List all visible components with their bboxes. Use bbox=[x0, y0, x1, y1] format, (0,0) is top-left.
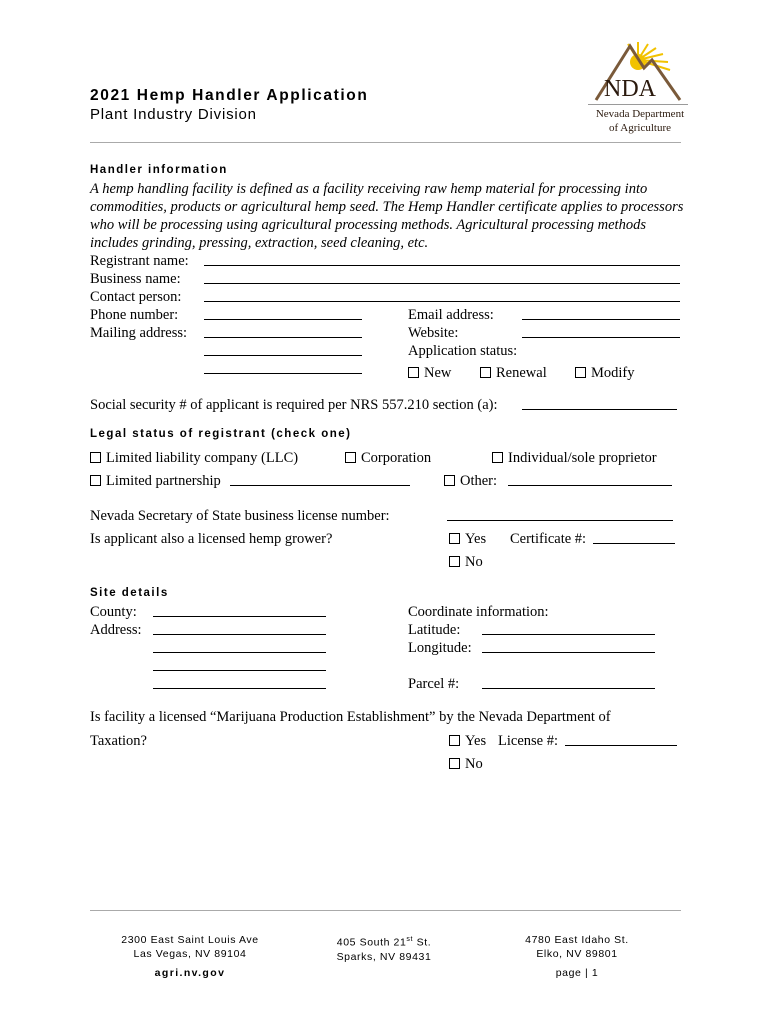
business-field[interactable] bbox=[204, 283, 680, 284]
parcel-field[interactable] bbox=[482, 688, 655, 689]
mpe-question-line1: Is facility a licensed “Marijuana Production Establishment” by the Nevada Department of bbox=[90, 709, 611, 725]
ssn-label: Social security # of applicant is required per NRS 557.210 section (a): bbox=[90, 397, 498, 413]
grower-question: Is applicant also a licensed hemp grower? bbox=[90, 531, 333, 547]
checkbox-icon[interactable] bbox=[90, 475, 101, 486]
footer-address-las-vegas: 2300 East Saint Louis Ave Las Vegas, NV 89104 bbox=[121, 934, 259, 960]
status-new-option[interactable]: New bbox=[408, 364, 451, 382]
checkbox-icon[interactable] bbox=[575, 367, 586, 378]
mailing-field-2[interactable] bbox=[204, 355, 362, 356]
checkbox-icon[interactable] bbox=[444, 475, 455, 486]
lp-option[interactable]: Limited partnership bbox=[90, 472, 221, 490]
mpe-question-line2: Taxation? bbox=[90, 733, 147, 749]
corporation-option[interactable]: Corporation bbox=[345, 449, 431, 467]
certificate-label: Certificate #: bbox=[510, 531, 587, 547]
checkbox-icon[interactable] bbox=[480, 367, 491, 378]
checkbox-icon[interactable] bbox=[408, 367, 419, 378]
status-label: Application status: bbox=[408, 343, 518, 359]
footer-divider bbox=[90, 910, 681, 911]
checkbox-icon[interactable] bbox=[449, 556, 460, 567]
ssn-field[interactable] bbox=[522, 409, 677, 410]
nda-logo bbox=[588, 38, 688, 148]
longitude-field[interactable] bbox=[482, 652, 655, 653]
website-field[interactable] bbox=[522, 337, 680, 338]
phone-field[interactable] bbox=[204, 319, 362, 320]
checkbox-icon[interactable] bbox=[492, 452, 503, 463]
logo-caption-2: of Agriculture bbox=[608, 122, 671, 134]
checkbox-icon[interactable] bbox=[345, 452, 356, 463]
status-modify-option[interactable]: Modify bbox=[575, 364, 635, 382]
mpe-no-option[interactable]: No bbox=[449, 755, 483, 773]
site-address-field-1[interactable] bbox=[153, 634, 326, 635]
status-renewal-option[interactable]: Renewal bbox=[480, 364, 547, 382]
email-label: Email address: bbox=[408, 307, 494, 323]
longitude-label: Longitude: bbox=[408, 640, 472, 656]
latitude-label: Latitude: bbox=[408, 622, 461, 638]
checkbox-icon[interactable] bbox=[90, 452, 101, 463]
address-label: Address: bbox=[90, 622, 142, 638]
checkbox-icon[interactable] bbox=[449, 758, 460, 769]
phone-label: Phone number: bbox=[90, 307, 179, 323]
lp-field[interactable] bbox=[230, 485, 410, 486]
individual-option[interactable]: Individual/sole proprietor bbox=[492, 449, 657, 467]
county-label: County: bbox=[90, 604, 137, 620]
mailing-field-1[interactable] bbox=[204, 337, 362, 338]
grower-yes-option[interactable]: Yes bbox=[449, 530, 486, 548]
header-divider bbox=[90, 142, 681, 143]
footer-website-link[interactable]: agri.nv.gov bbox=[154, 967, 226, 979]
page-title: 2021 Hemp Handler Application bbox=[90, 87, 369, 104]
sos-field[interactable] bbox=[447, 520, 673, 521]
site-address-field-2[interactable] bbox=[153, 652, 326, 653]
parcel-label: Parcel #: bbox=[408, 676, 460, 692]
other-field[interactable] bbox=[508, 485, 672, 486]
page-subtitle: Plant Industry Division bbox=[90, 106, 257, 123]
registrant-label: Registrant name: bbox=[90, 253, 189, 269]
county-field[interactable] bbox=[153, 616, 326, 617]
site-address-field-4[interactable] bbox=[153, 688, 326, 689]
license-field[interactable] bbox=[565, 745, 677, 746]
site-heading: Site details bbox=[90, 587, 169, 599]
website-label: Website: bbox=[408, 325, 459, 341]
latitude-field[interactable] bbox=[482, 634, 655, 635]
mpe-yes-option[interactable]: Yes bbox=[449, 732, 486, 750]
coordinate-label: Coordinate information: bbox=[408, 604, 549, 620]
footer-address-elko: 4780 East Idaho St. Elko, NV 89801 bbox=[525, 934, 629, 960]
grower-no-option[interactable]: No bbox=[449, 553, 483, 571]
legal-heading: Legal status of registrant (check one) bbox=[90, 428, 352, 440]
other-option[interactable]: Other: bbox=[444, 472, 497, 490]
mailing-label: Mailing address: bbox=[90, 325, 188, 341]
page-number: page | 1 bbox=[555, 967, 599, 979]
site-address-field-3[interactable] bbox=[153, 670, 326, 671]
contact-label: Contact person: bbox=[90, 289, 182, 305]
registrant-field[interactable] bbox=[204, 265, 680, 266]
certificate-field[interactable] bbox=[593, 543, 675, 544]
mailing-field-3[interactable] bbox=[204, 373, 362, 374]
license-label: License #: bbox=[498, 733, 558, 749]
sos-label: Nevada Secretary of State business license number: bbox=[90, 508, 390, 524]
contact-field[interactable] bbox=[204, 301, 680, 302]
business-label: Business name: bbox=[90, 271, 181, 287]
checkbox-icon[interactable] bbox=[449, 533, 460, 544]
llc-option[interactable]: Limited liability company (LLC) bbox=[90, 449, 298, 467]
handler-intro: A hemp handling facility is defined as a facility receiving raw hemp material for processing into commodities, products or agricultural hemp seed. The Hemp Handler certificate applies to processors who will be processing using agricultural processing methods. Agricultural processing methods includes grinding, pressing, extraction, seed cleaning, etc. bbox=[90, 181, 684, 251]
logo-caption-1: Nevada Department bbox=[595, 108, 685, 120]
handler-heading: Handler information bbox=[90, 164, 228, 176]
email-field[interactable] bbox=[522, 319, 680, 320]
footer-address-sparks: 405 South 21st St. Sparks, NV 89431 bbox=[336, 936, 432, 963]
checkbox-icon[interactable] bbox=[449, 735, 460, 746]
logo-text: NDA bbox=[604, 76, 656, 102]
